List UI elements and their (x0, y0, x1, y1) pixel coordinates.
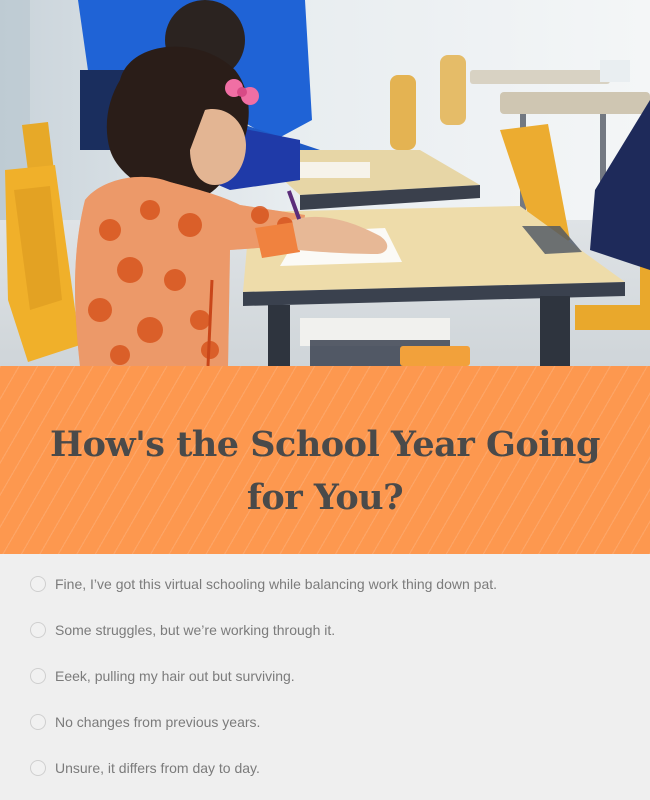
option-fine[interactable] (30, 572, 497, 596)
radio-button[interactable] (30, 668, 46, 684)
survey-options (0, 554, 650, 800)
radio-button[interactable] (30, 576, 46, 592)
option-label: No changes from previous years. (55, 714, 261, 730)
option-label: Eeek, pulling my hair out but surviving. (55, 668, 295, 684)
option-label: Some struggles, but we’re working through it. (55, 622, 336, 638)
option-eeek[interactable] (30, 664, 295, 688)
option-no-changes[interactable] (30, 710, 260, 734)
option-label: Unsure, it differs from day to day. (55, 760, 260, 776)
option-unsure[interactable] (30, 756, 260, 780)
survey-title: How's the School Year Going for You? (50, 424, 600, 518)
title-banner (0, 366, 650, 554)
radio-button[interactable] (30, 622, 46, 638)
radio-button[interactable] (30, 760, 46, 776)
radio-button[interactable] (30, 714, 46, 730)
option-some-struggles[interactable] (30, 618, 335, 642)
header-photo (0, 0, 650, 366)
option-label: Fine, I’ve got this virtual schooling while balancing work thing down pat. (55, 576, 498, 592)
